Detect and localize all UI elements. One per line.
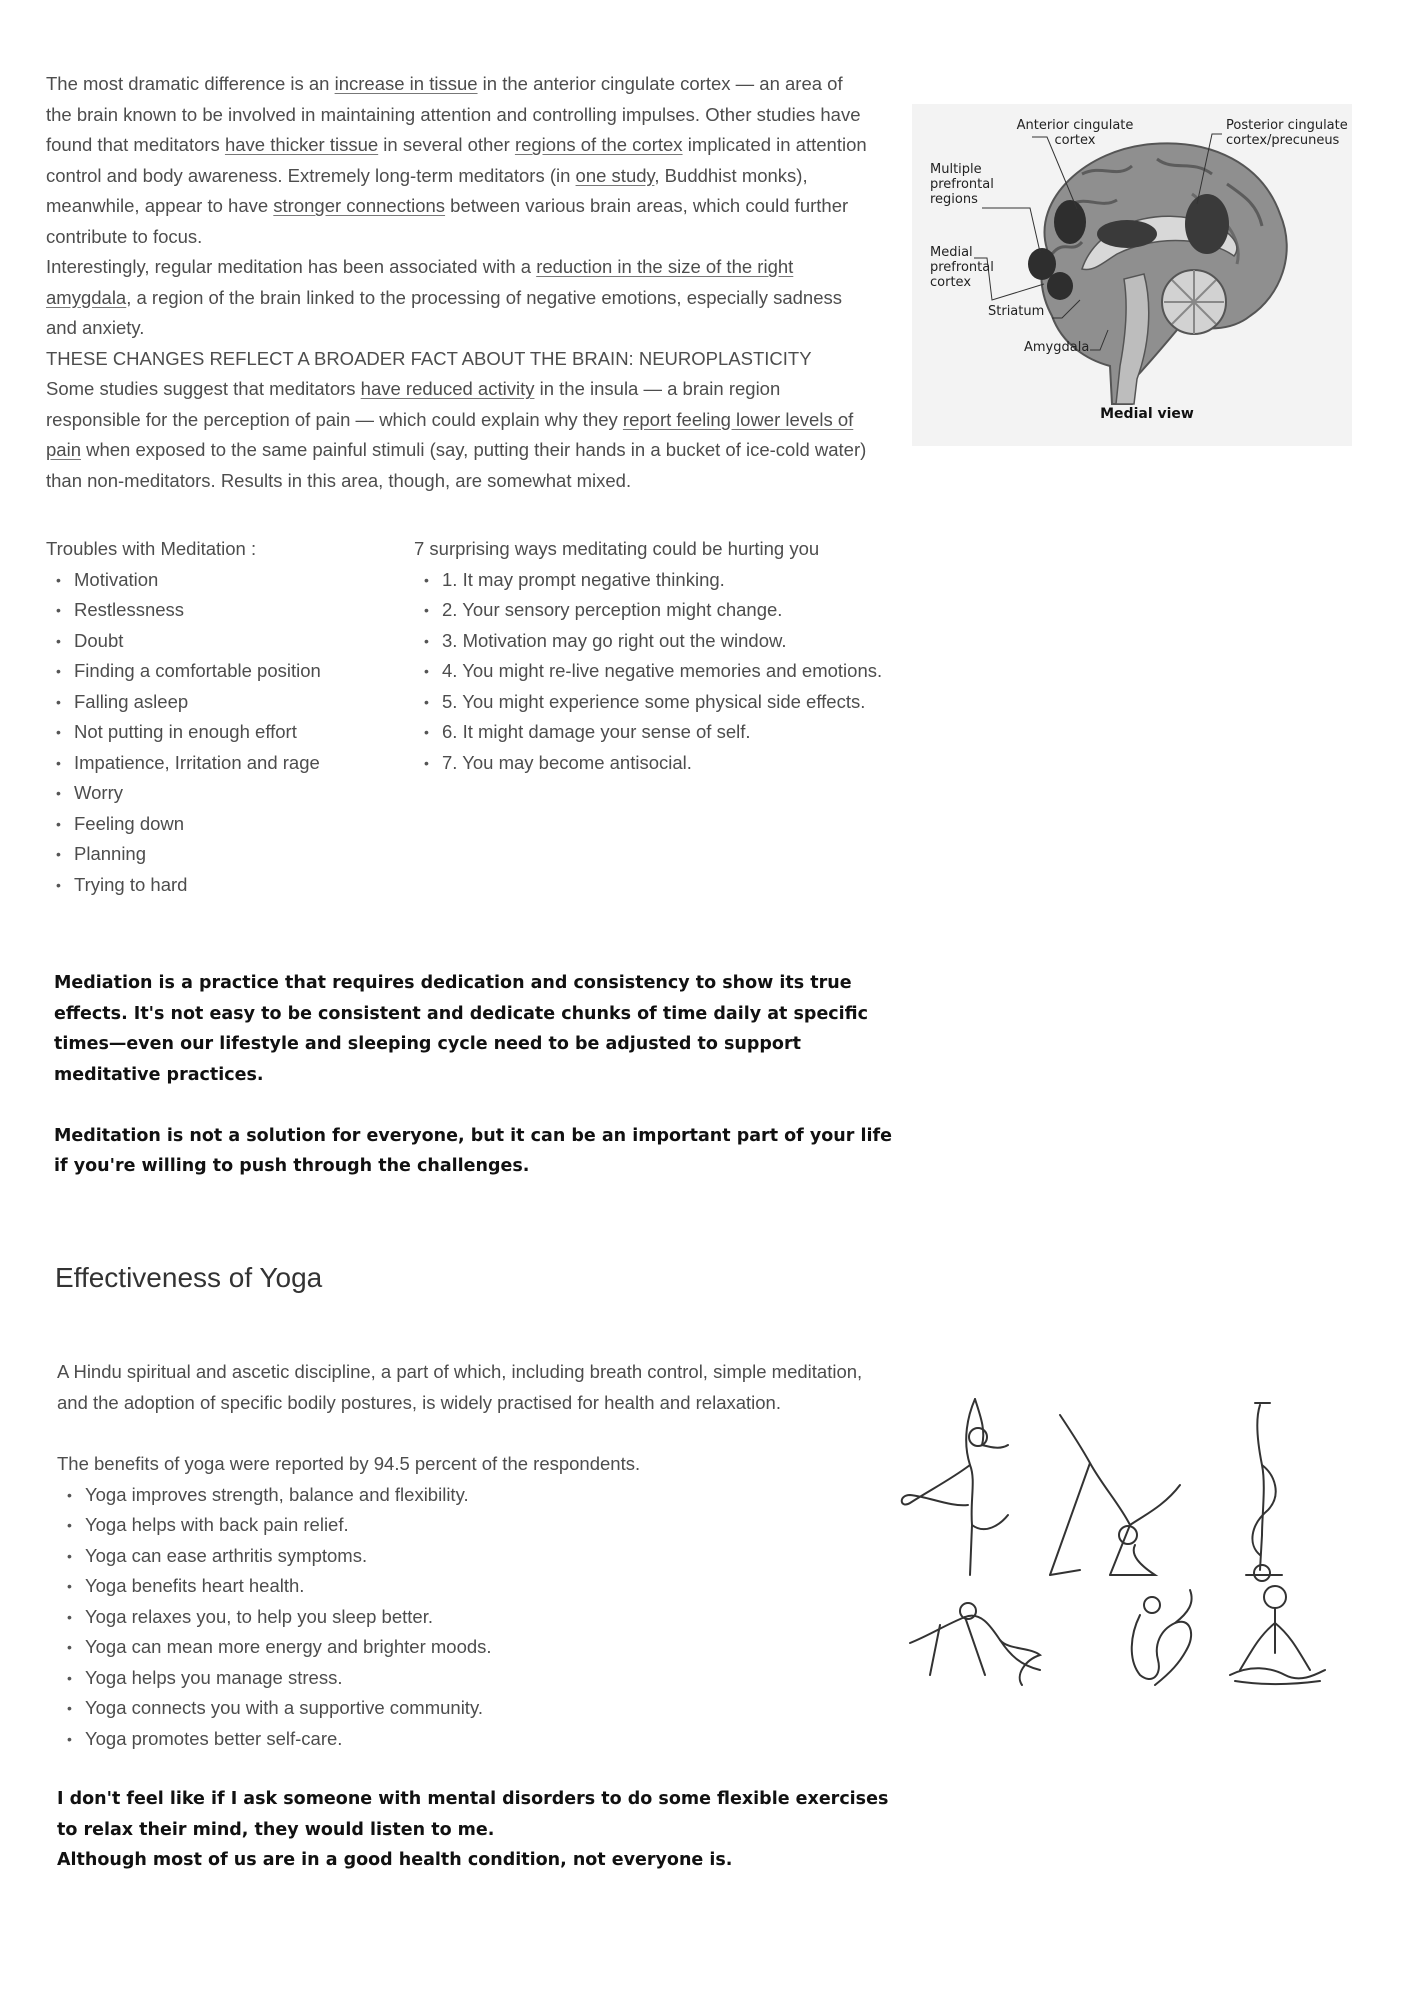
list-item: • 3. Motivation may go right out the window. bbox=[414, 626, 914, 657]
list-item: • Motivation bbox=[46, 565, 386, 596]
yoga-notes bbox=[57, 1784, 897, 1876]
list-item: • Yoga can mean more energy and brighter moods. bbox=[57, 1632, 877, 1663]
brain-caption: Medial view bbox=[1100, 406, 1194, 422]
link-have-reduced-activity[interactable]: have reduced activity bbox=[360, 378, 535, 399]
list-item: • Planning bbox=[46, 839, 386, 870]
meditation-notes bbox=[54, 968, 894, 1182]
list-item: • 7. You may become antisocial. bbox=[414, 748, 914, 779]
list-item: • Feeling down bbox=[46, 809, 386, 840]
troubles-section bbox=[46, 534, 386, 900]
list-item: • Yoga relaxes you, to help you sleep better. bbox=[57, 1602, 877, 1633]
yoga-figure-cobra-icon bbox=[910, 1603, 1040, 1685]
yoga-benefits-intro: The benefits of yoga were reported by 94.5 percent of the respondents. bbox=[57, 1453, 641, 1474]
list-item: • 5. You might experience some physical side effects. bbox=[414, 687, 914, 718]
list-item: • Yoga benefits heart health. bbox=[57, 1571, 877, 1602]
intro-paragraph-4: Some studies suggest that meditators have reduced activity in the insula — a brain region responsible for the perception of pain — which could explain why they report feeling lower levels of pain when exposed to the same painful stimuli (say, putting their hands in a bucket of ice-cold water) than non-meditators. Results in this area, though, are somewhat mixed. bbox=[46, 378, 867, 491]
list-item: • Not putting in enough effort bbox=[46, 717, 386, 748]
hurting-heading: 7 surprising ways meditating could be hurting you bbox=[414, 538, 820, 559]
label-amygdala: Amygdala bbox=[1024, 340, 1090, 355]
troubles-list bbox=[46, 565, 386, 901]
list-item: • Restlessness bbox=[46, 595, 386, 626]
meditation-note-2: Meditation is not a solution for everyone, but it can be an important part of your life if you're willing to push through the challenges. bbox=[54, 1125, 892, 1176]
meditation-note-1: Mediation is a practice that requires dedication and consistency to show its true effects. It's not easy to be consistent and dedicate chunks of time daily at specific times—even our lifestyle and sleeping cycle need to be adjusted to support meditative practices. bbox=[54, 973, 869, 1085]
yoga-title: Effectiveness of Yoga bbox=[55, 1262, 323, 1293]
list-item: • Finding a comfortable position bbox=[46, 656, 386, 687]
list-item: • Impatience, Irritation and rage bbox=[46, 748, 386, 779]
list-item: • Yoga helps you manage stress. bbox=[57, 1663, 877, 1694]
hurting-section bbox=[414, 534, 914, 778]
label-posterior-cingulate: Posterior cingulate cortex/precuneus bbox=[1226, 118, 1348, 148]
intro-paragraph-2: Interestingly, regular meditation has been associated with a reduction in the size of the right amygdala, a region of the brain linked to the processing of negative emotions, especially sadness and anxiety. bbox=[46, 256, 842, 338]
yoga-benefits-list bbox=[57, 1480, 877, 1755]
link-regions-of-the-cortex[interactable]: regions of the cortex bbox=[514, 134, 683, 155]
list-item: • 2. Your sensory perception might change. bbox=[414, 595, 914, 626]
link-one-study[interactable]: one study bbox=[575, 164, 655, 186]
link-reduction-amygdala[interactable]: reduction in the size of the right amygdala bbox=[46, 256, 794, 308]
link-stronger-connections[interactable]: stronger connections bbox=[273, 195, 446, 216]
link-report-lower-pain[interactable]: report feeling lower levels of pain bbox=[46, 408, 854, 460]
list-item: • 1. It may prompt negative thinking. bbox=[414, 565, 914, 596]
intro-text bbox=[46, 69, 872, 496]
link-increase-in-tissue[interactable]: increase in tissue bbox=[334, 73, 478, 94]
yoga-figure-bend-icon bbox=[1050, 1415, 1180, 1575]
list-item: • 6. It might damage your sense of self. bbox=[414, 717, 914, 748]
yoga-benefits bbox=[57, 1449, 877, 1754]
yoga-figure-headstand-icon bbox=[1246, 1403, 1282, 1581]
yoga-figure-lotus-icon bbox=[1230, 1586, 1325, 1684]
list-item: • Yoga helps with back pain relief. bbox=[57, 1510, 877, 1541]
label-medial-prefrontal: Medial prefrontal cortex bbox=[930, 245, 994, 290]
list-item: • Yoga promotes better self-care. bbox=[57, 1724, 877, 1755]
list-item: • Trying to hard bbox=[46, 870, 386, 901]
link-have-thicker-tissue[interactable]: have thicker tissue bbox=[224, 134, 379, 155]
label-striatum: Striatum bbox=[988, 304, 1045, 319]
neuroplasticity-heading: THESE CHANGES REFLECT A BROADER FACT ABOUT THE BRAIN: NEUROPLASTICITY bbox=[46, 347, 812, 369]
yoga-note-2: Although most of us are in a good health condition, not everyone is. bbox=[57, 1850, 733, 1870]
label-multiple-prefrontal: Multiple prefrontal regions bbox=[930, 162, 994, 207]
list-item: • Worry bbox=[46, 778, 386, 809]
intro-paragraph-1: The most dramatic difference is an increase in tissue in the anterior cingulate cortex — an area of the brain known to be involved in maintaining attention and controlling impulses. Other studies have found that meditators have thicker tissue in several other regions of the cortex implicated in attention control and body awareness. Extremely long-term meditators (in one study, Buddhist monks), meanwhile, appear to have stronger connections between various brain areas, which could further contribute to focus. bbox=[46, 73, 867, 247]
label-anterior-cingulate: Anterior cingulate cortex bbox=[1016, 118, 1134, 148]
yoga-figure-twist-icon bbox=[1132, 1590, 1192, 1685]
list-item: • 4. You might re-live negative memories and emotions. bbox=[414, 656, 914, 687]
brain-figure bbox=[912, 104, 1352, 446]
list-item: • Yoga connects you with a supportive community. bbox=[57, 1693, 877, 1724]
yoga-poses-illustration bbox=[890, 1385, 1330, 1745]
yoga-figure-tree-icon bbox=[902, 1399, 1008, 1575]
hurting-list bbox=[414, 565, 914, 779]
list-item: • Falling asleep bbox=[46, 687, 386, 718]
list-item: • Yoga can ease arthritis symptoms. bbox=[57, 1541, 877, 1572]
list-item: • Doubt bbox=[46, 626, 386, 657]
yoga-definition: A Hindu spiritual and ascetic discipline, a part of which, including breath control, simple meditation, and the adoption of specific bodily postures, is widely practised for health and relaxation. bbox=[57, 1361, 863, 1413]
yoga-note-1: I don't feel like if I ask someone with mental disorders to do some flexible exercises to relax their mind, they would listen to me. bbox=[57, 1789, 889, 1840]
list-item: • Yoga improves strength, balance and flexibility. bbox=[57, 1480, 877, 1511]
troubles-heading: Troubles with Meditation : bbox=[46, 538, 257, 559]
